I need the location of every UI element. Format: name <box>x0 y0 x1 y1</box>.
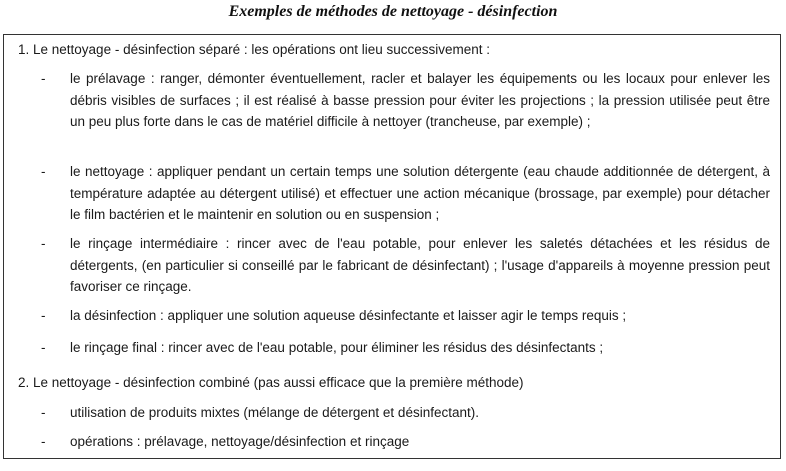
list-bullet: - <box>41 308 46 323</box>
list-item-operations: opérations : prélavage, nettoyage/désinfection et rinçage <box>70 434 410 449</box>
list-item-nettoyage: le nettoyage : appliquer pendant un certain temps une solution détergente (eau chaude additionnée de détergent, à température adaptée au détergent utilisé) et effectuer une action mécanique (brossage, par exemple) pour détacher le film bactérien et le maintenir en solution ou en suspension ; <box>70 164 770 222</box>
content-frame <box>3 34 781 459</box>
page-title: Exemples de méthodes de nettoyage - désinfection <box>228 3 558 20</box>
list-item-desinfection: la désinfection : appliquer une solution aqueuse désinfectante et laisser agir le temps requis ; <box>70 308 627 323</box>
section-heading-separated: 1. Le nettoyage - désinfection séparé : les opérations ont lieu successivement : <box>18 42 491 57</box>
list-bullet: - <box>41 340 46 355</box>
list-bullet: - <box>41 434 46 449</box>
list-bullet: - <box>41 236 46 251</box>
list-bullet: - <box>41 405 46 420</box>
list-item-rincage-final: le rinçage final : rincer avec de l'eau potable, pour éliminer les résidus des désinfectants ; <box>70 340 604 355</box>
list-item-prelavage: le prélavage : ranger, démonter éventuellement, racler et balayer les équipements ou les locaux pour enlever les débris visibles de surfaces ; il est réalisé à basse pression pour éviter les projections ; la pression utilisée peut être un peu plus forte dans le cas de matériel difficile à nettoyer (trancheuse, par exemple) ; <box>70 71 770 129</box>
section-heading-combined: 2. Le nettoyage - désinfection combiné (pas aussi efficace que la première méthode) <box>18 375 524 390</box>
list-item-produits-mixtes: utilisation de produits mixtes (mélange de détergent et désinfectant). <box>70 405 479 420</box>
list-item-rincage-intermediaire: le rinçage intermédiaire : rincer avec de l'eau potable, pour enlever les saletés détachées et les résidus de détergents, (en particulier si conseillé par le fabricant de désinfectant) ; l'usage d'appareils à moyenne pression peut favoriser ce rinçage. <box>70 236 770 294</box>
list-bullet: - <box>41 71 46 86</box>
list-bullet: - <box>41 164 46 179</box>
